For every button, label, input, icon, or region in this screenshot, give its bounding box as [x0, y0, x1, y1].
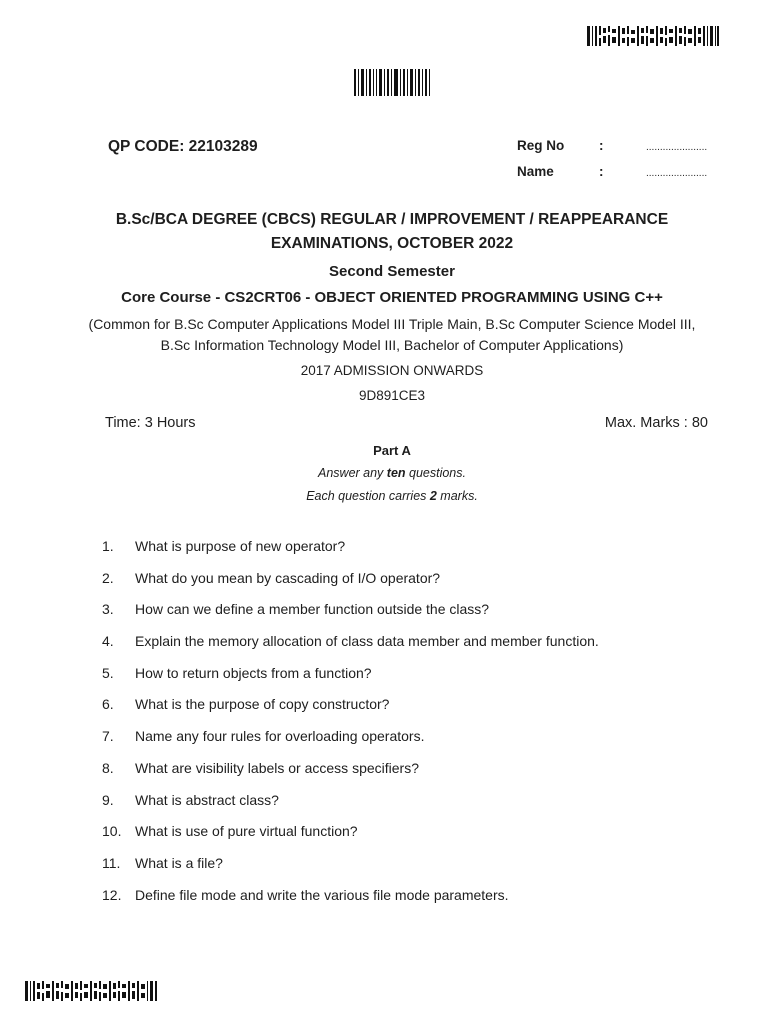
- question-number: 8.: [102, 759, 114, 776]
- question-number: 6.: [102, 696, 114, 713]
- question-text: What do you mean by cascading of I/O operator?: [135, 569, 441, 586]
- course-title: Core Course - CS2CRT06 - OBJECT ORIENTED PROGRAMMING USING C++: [121, 289, 663, 306]
- question-item: [102, 887, 722, 919]
- barcode-top-center: [354, 69, 430, 96]
- question-number: 1.: [102, 538, 114, 554]
- qp-code: QP CODE: 22103289: [108, 138, 258, 155]
- max-marks: Max. Marks : 80: [604, 415, 708, 431]
- name-colon: :: [599, 164, 604, 179]
- question-item: [102, 696, 722, 728]
- part-a-instruction-2: Each question carries 2 marks.: [306, 489, 478, 503]
- reg-no-label: Reg No: [517, 138, 565, 153]
- question-text: What is use of pure virtual function?: [135, 823, 358, 840]
- question-text: How can we define a member function outside the class?: [135, 601, 490, 618]
- name-label: Name: [517, 164, 554, 179]
- question-list: [102, 538, 722, 918]
- question-text: What is a file?: [135, 854, 223, 871]
- question-number: 2.: [102, 569, 114, 586]
- question-number: 7.: [102, 728, 114, 745]
- question-number: 3.: [102, 601, 114, 618]
- question-item: [102, 601, 722, 633]
- part-a-instruction-1: Answer any ten questions.: [318, 466, 466, 480]
- question-item: [102, 538, 722, 570]
- exam-title-line-1: B.Sc/BCA DEGREE (CBCS) REGULAR / IMPROVEMENT / REAPPEARANCE: [115, 211, 669, 228]
- name-blank: ......................: [646, 168, 708, 179]
- question-text: What is abstract class?: [135, 791, 279, 808]
- question-item: [102, 633, 722, 665]
- question-item: [102, 570, 722, 602]
- question-number: 5.: [102, 664, 114, 681]
- question-number: 9.: [102, 791, 114, 808]
- reg-no-row: [517, 138, 707, 153]
- question-text: What is purpose of new operator?: [135, 538, 346, 554]
- reg-no-blank: ......................: [646, 142, 708, 153]
- question-item: [102, 665, 722, 697]
- question-number: 10.: [102, 823, 122, 840]
- barcode-bottom-left: [25, 981, 157, 1001]
- name-row: [517, 164, 707, 179]
- part-a-heading: Part A: [373, 443, 411, 458]
- question-text: Name any four rules for overloading operators.: [135, 728, 425, 745]
- question-number: 12.: [102, 886, 122, 903]
- semester: Second Semester: [329, 263, 455, 280]
- common-for-line-1: (Common for B.Sc Computer Applications Model III Triple Main, B.Sc Computer Science Model III,: [88, 316, 696, 332]
- admission-scheme: 2017 ADMISSION ONWARDS: [300, 363, 484, 378]
- question-text: How to return objects from a function?: [135, 664, 372, 681]
- common-for-line-2: B.Sc Information Technology Model III, Bachelor of Computer Applications): [160, 337, 624, 353]
- question-item: [102, 760, 722, 792]
- exam-title-line-2: EXAMINATIONS, OCTOBER 2022: [270, 235, 514, 252]
- question-item: [102, 792, 722, 824]
- question-number: 4.: [102, 633, 114, 650]
- barcode-top-right: [587, 26, 719, 46]
- question-text: Define file mode and write the various file mode parameters.: [135, 886, 509, 903]
- paper-code: 9D891CE3: [358, 388, 426, 403]
- question-text: Explain the memory allocation of class data member and member function.: [135, 633, 599, 650]
- question-text: What is the purpose of copy constructor?: [135, 696, 390, 713]
- question-text: What are visibility labels or access specifiers?: [135, 759, 419, 776]
- exam-duration: Time: 3 Hours: [105, 415, 196, 431]
- question-item: [102, 855, 722, 887]
- question-item: [102, 823, 722, 855]
- question-item: [102, 728, 722, 760]
- question-number: 11.: [102, 854, 121, 871]
- reg-no-colon: :: [599, 138, 604, 153]
